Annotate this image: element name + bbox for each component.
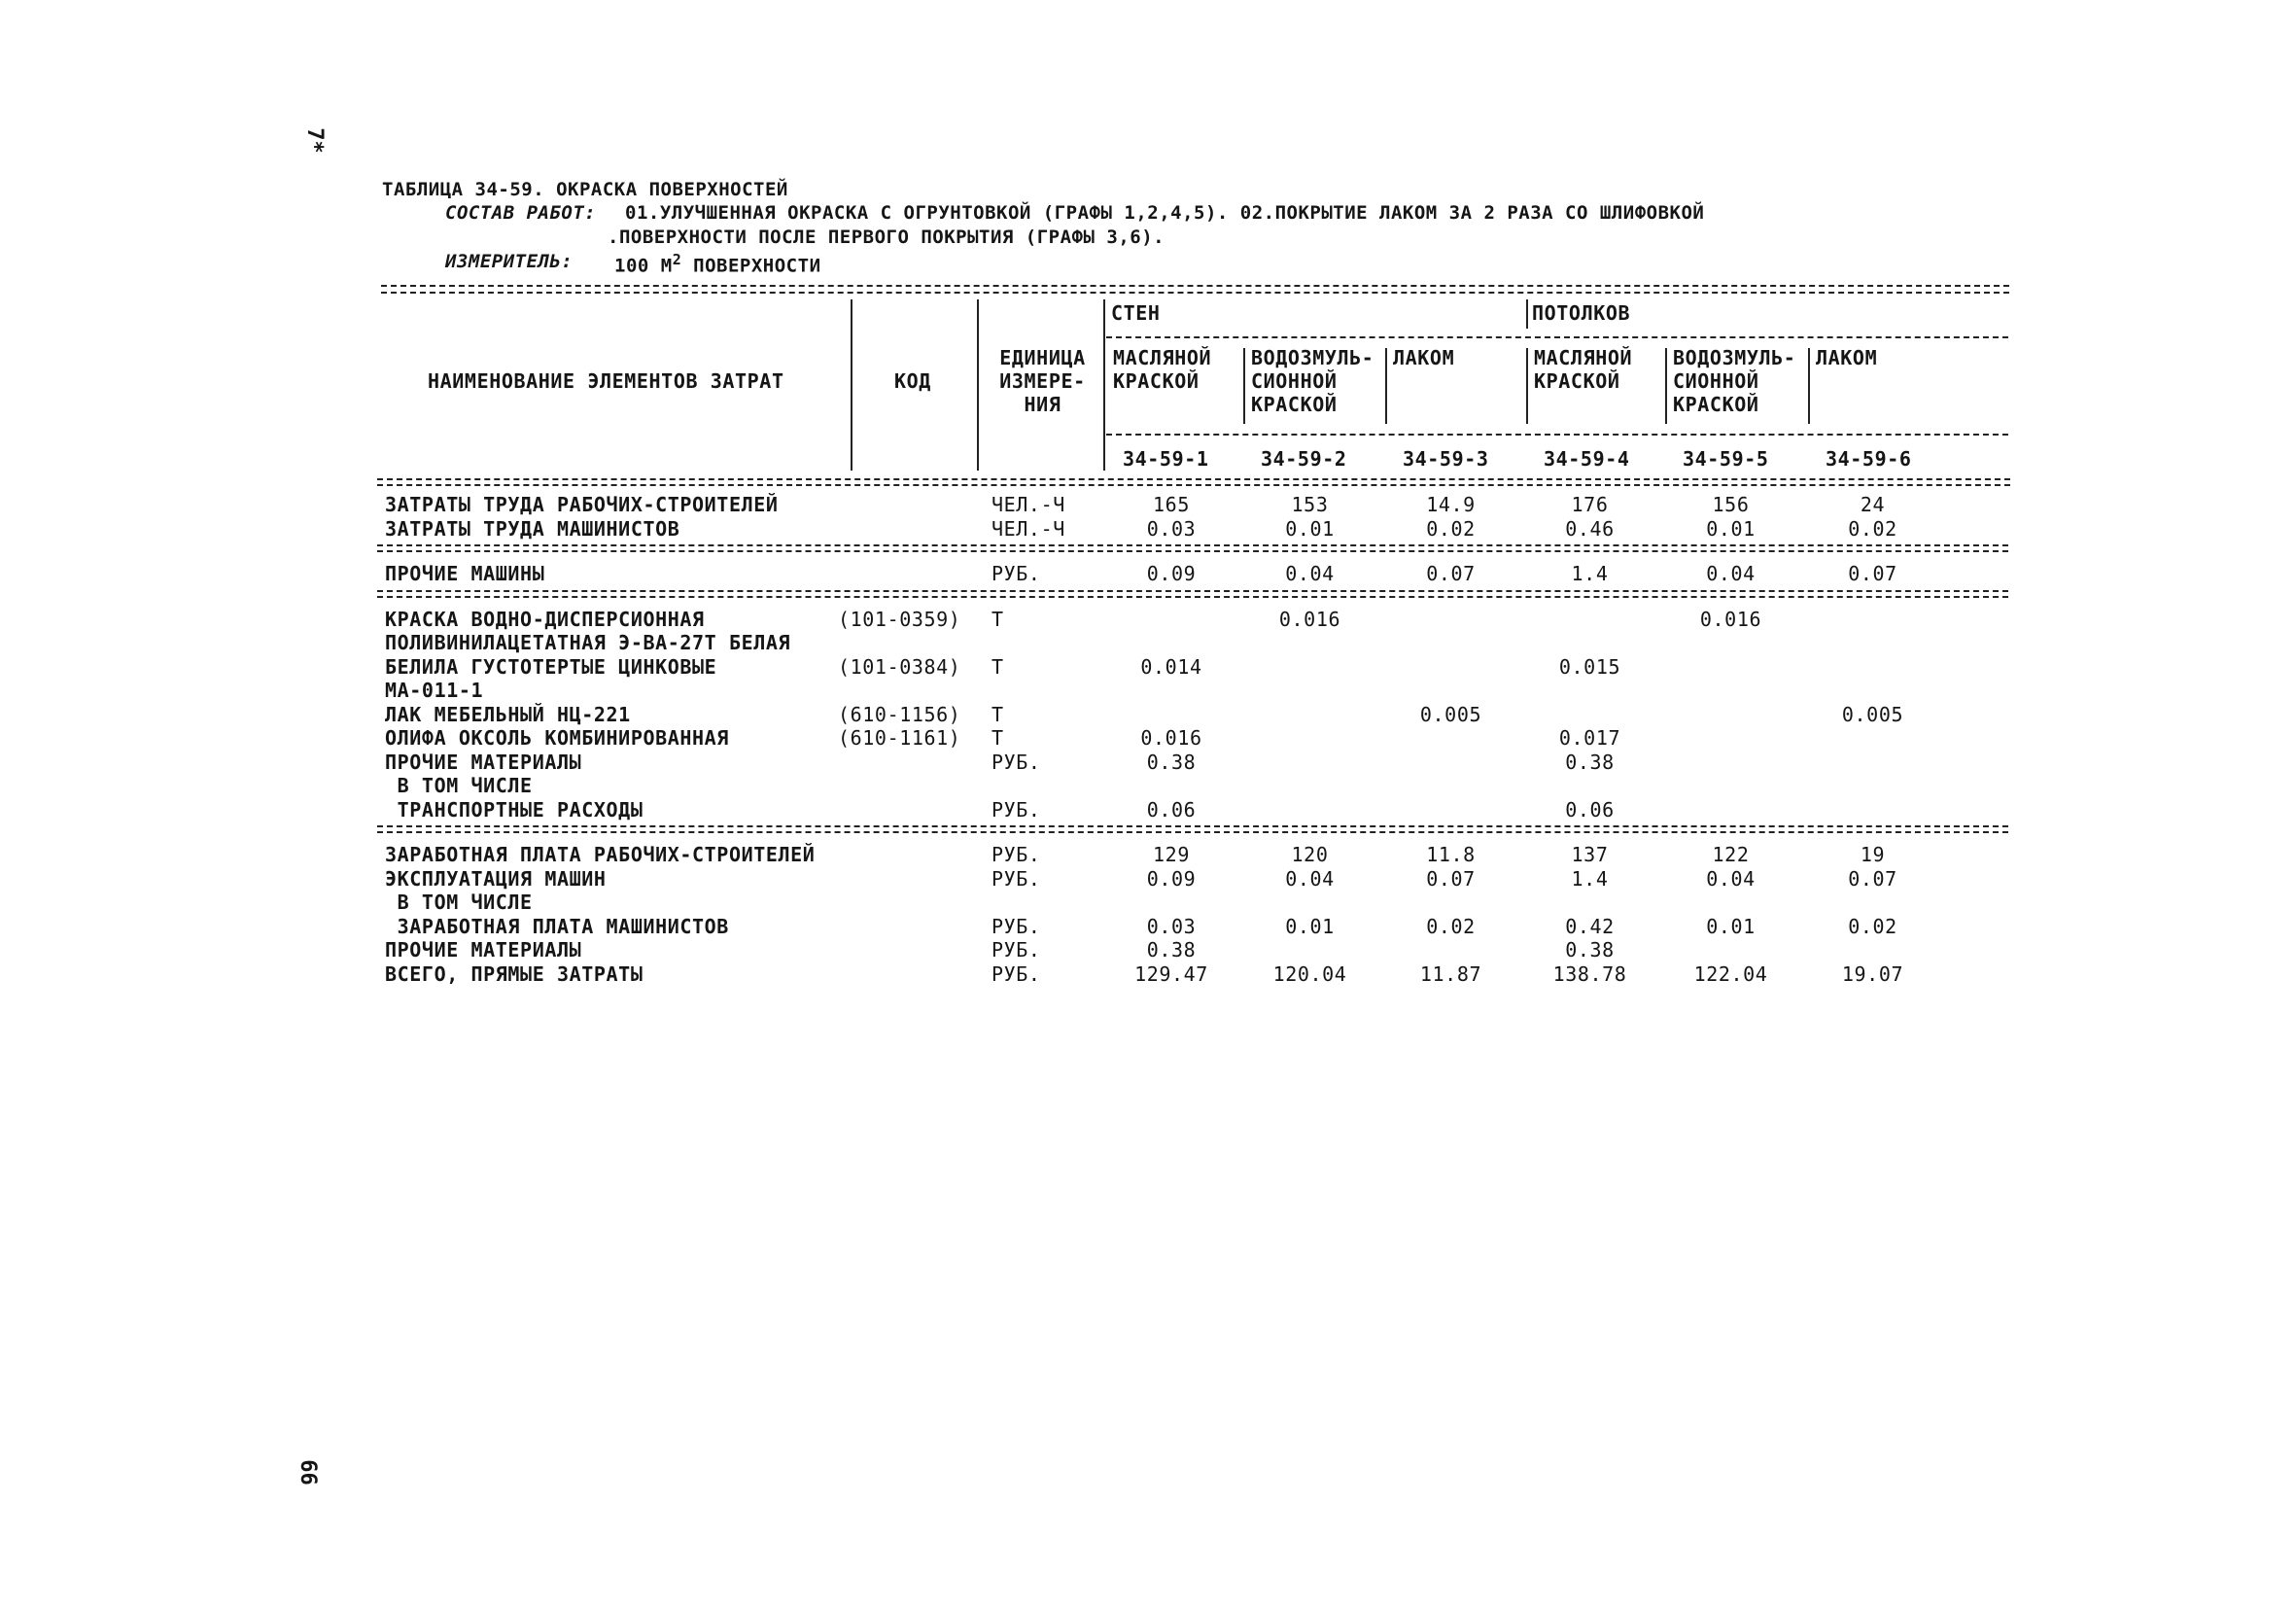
row-value: 0.02 bbox=[1426, 516, 1476, 541]
header-subcolumn bbox=[1534, 346, 1632, 393]
row-value: 11.8 bbox=[1426, 843, 1476, 866]
sep-code-unit bbox=[977, 299, 979, 471]
row-value: 165 bbox=[1153, 493, 1190, 516]
row-name: ЗАРАБОТНАЯ ПЛАТА МАШИНИСТОВ bbox=[385, 914, 729, 938]
row-value: 122.04 bbox=[1693, 961, 1768, 986]
row-value: 129 bbox=[1153, 843, 1190, 866]
header-subcolumn-line: МАСЛЯНОЙ bbox=[1534, 346, 1633, 369]
row-value: 0.01 bbox=[1706, 914, 1756, 938]
row-name: ВСЕГО, ПРЯМЫЕ ЗАТРАТЫ bbox=[385, 961, 644, 986]
header-subcolumn-line: КРАСКОЙ bbox=[1113, 369, 1200, 393]
row-value: 0.015 bbox=[1558, 654, 1621, 679]
row-unit: РУБ. bbox=[991, 750, 1041, 774]
row-value: 122 bbox=[1712, 843, 1750, 866]
table-title: ТАБЛИЦА 34-59. ОКРАСКА ПОВЕРХНОСТЕЙ bbox=[382, 179, 788, 200]
sep-unit-values bbox=[1103, 299, 1105, 471]
meter-label: ИЗМЕРИТЕЛЬ: bbox=[445, 251, 574, 272]
row-name: КРАСКА ВОДНО-ДИСПЕРСИОННАЯ bbox=[385, 607, 705, 631]
row-name: ПРОЧИЕ МАТЕРИАЛЫ bbox=[385, 938, 582, 961]
row-value: 0.38 bbox=[1565, 750, 1615, 774]
page-mark-top: 7* bbox=[301, 127, 327, 154]
head-top-rule bbox=[381, 285, 2009, 287]
row-code: (101-0384) bbox=[838, 654, 961, 679]
row-name: ОЛИФА ОКСОЛЬ КОМБИНИРОВАННАЯ bbox=[385, 726, 729, 750]
row-name: ЭКСПЛУАТАЦИЯ МАШИН bbox=[385, 866, 607, 891]
header-subcolumn bbox=[1251, 346, 1374, 416]
row-value: 0.04 bbox=[1285, 562, 1335, 585]
sep-col-4-5 bbox=[1665, 348, 1667, 424]
row-value: 120 bbox=[1291, 843, 1329, 866]
row-unit: РУБ. bbox=[991, 843, 1041, 866]
sep-col-3-4 bbox=[1526, 348, 1528, 424]
row-value: 0.04 bbox=[1285, 866, 1335, 891]
row-value: 0.09 bbox=[1146, 866, 1197, 891]
header-unit-line: ЕДИНИЦА bbox=[999, 346, 1086, 369]
row-unit: ЧЕЛ.-Ч bbox=[991, 516, 1065, 541]
header-unit-line: НИЯ bbox=[1024, 393, 1061, 416]
row-name: В ТОМ ЧИСЛЕ bbox=[385, 774, 533, 797]
row-value: 0.016 bbox=[1140, 726, 1202, 750]
meter-exponent: 2 bbox=[672, 251, 682, 268]
row-value: 0.38 bbox=[1146, 938, 1197, 961]
row-value: 0.04 bbox=[1706, 562, 1756, 585]
row-value: 0.02 bbox=[1426, 914, 1476, 938]
row-unit: Т bbox=[991, 654, 1004, 679]
row-value: 1.4 bbox=[1571, 866, 1609, 891]
row-value: 14.9 bbox=[1426, 493, 1476, 516]
row-code: (101-0359) bbox=[838, 607, 961, 631]
row-value: 19.07 bbox=[1841, 961, 1904, 986]
row-value: 24 bbox=[1860, 493, 1886, 516]
section-rule bbox=[377, 590, 2008, 592]
row-value: 0.46 bbox=[1565, 516, 1615, 541]
row-value: 0.02 bbox=[1848, 516, 1897, 541]
row-value: 0.06 bbox=[1565, 797, 1615, 821]
row-value: 0.04 bbox=[1706, 866, 1756, 891]
header-subcolumn-line: СИОННОЙ bbox=[1251, 369, 1338, 393]
header-unit bbox=[982, 346, 1103, 416]
header-subcolumn-line: МАСЛЯНОЙ bbox=[1113, 346, 1212, 369]
row-value: 176 bbox=[1571, 493, 1609, 516]
row-value: 0.01 bbox=[1285, 516, 1335, 541]
header-group-ceilings: ПОТОЛКОВ bbox=[1532, 301, 1631, 325]
sep-name-code bbox=[851, 299, 852, 471]
header-column-code: 34-59-3 bbox=[1403, 447, 1489, 471]
section-rule bbox=[377, 825, 2008, 827]
meter-tail: ПОВЕРХНОСТИ bbox=[681, 255, 821, 277]
section-rule bbox=[377, 544, 2008, 546]
section-rule bbox=[377, 550, 2008, 552]
row-value: 0.38 bbox=[1565, 938, 1615, 961]
header-subcolumn-line: КРАСКОЙ bbox=[1673, 393, 1759, 416]
row-unit: РУБ. bbox=[991, 961, 1041, 986]
row-value: 129.47 bbox=[1134, 961, 1208, 986]
header-column-code: 34-59-1 bbox=[1123, 447, 1209, 471]
row-unit: Т bbox=[991, 702, 1004, 726]
row-value: 0.016 bbox=[1278, 607, 1341, 631]
sep-walls-ceilings bbox=[1526, 299, 1528, 329]
work-line-2: .ПОВЕРХНОСТИ ПОСЛЕ ПЕРВОГО ПОКРЫТИЯ (ГРАФЫ 3,6). bbox=[608, 227, 1165, 248]
row-value: 0.017 bbox=[1558, 726, 1621, 750]
row-value: 0.03 bbox=[1146, 914, 1197, 938]
row-value: 0.07 bbox=[1848, 562, 1897, 585]
row-value: 0.01 bbox=[1285, 914, 1335, 938]
row-name: ЛАК МЕБЕЛЬНЫЙ НЦ-221 bbox=[385, 702, 631, 726]
meter-number: 100 М bbox=[614, 255, 673, 277]
group-rule bbox=[1106, 336, 2008, 338]
section-rule bbox=[377, 596, 2008, 598]
header-column-code: 34-59-5 bbox=[1683, 447, 1769, 471]
sep-col-1-2 bbox=[1243, 348, 1245, 424]
row-value: 0.014 bbox=[1140, 654, 1202, 679]
row-unit: РУБ. bbox=[991, 562, 1041, 585]
row-value: 0.005 bbox=[1841, 702, 1904, 726]
row-name: ТРАНСПОРТНЫЕ РАСХОДЫ bbox=[385, 797, 644, 821]
row-value: 120.04 bbox=[1272, 961, 1347, 986]
row-value: 19 bbox=[1860, 843, 1886, 866]
row-unit: РУБ. bbox=[991, 797, 1041, 821]
section-rule bbox=[377, 831, 2008, 833]
row-name: БЕЛИЛА ГУСТОТЕРТЫЕ ЦИНКОВЫЕ bbox=[385, 654, 717, 679]
row-value: 0.38 bbox=[1146, 750, 1197, 774]
row-name: ПРОЧИЕ МАШИНЫ bbox=[385, 562, 545, 585]
header-column-code: 34-59-2 bbox=[1261, 447, 1347, 471]
header-group-walls: СТЕН bbox=[1111, 301, 1161, 325]
header-column-code: 34-59-6 bbox=[1826, 447, 1912, 471]
row-value: 0.07 bbox=[1426, 562, 1476, 585]
row-value: 138.78 bbox=[1552, 961, 1627, 986]
row-value: 0.016 bbox=[1699, 607, 1762, 631]
row-value: 11.87 bbox=[1419, 961, 1482, 986]
header-name: НАИМЕНОВАНИЕ ЭЛЕМЕНТОВ ЗАТРАТ bbox=[428, 369, 784, 393]
row-value: 153 bbox=[1291, 493, 1329, 516]
header-subcolumn-line: КРАСКОЙ bbox=[1534, 369, 1620, 393]
row-value: 0.09 bbox=[1146, 562, 1197, 585]
header-subcolumn bbox=[1113, 346, 1211, 393]
header-subcolumn bbox=[1673, 346, 1795, 416]
row-value: 0.07 bbox=[1426, 866, 1476, 891]
row-name: МА-011-1 bbox=[385, 679, 484, 702]
row-name: ПОЛИВИНИЛАЦЕТАТНАЯ Э-ВА-27Т БЕЛАЯ bbox=[385, 631, 791, 654]
row-value: 0.01 bbox=[1706, 516, 1756, 541]
row-value: 0.03 bbox=[1146, 516, 1197, 541]
row-name: ЗАТРАТЫ ТРУДА МАШИНИСТОВ bbox=[385, 516, 680, 541]
row-unit: РУБ. bbox=[991, 938, 1041, 961]
row-code: (610-1156) bbox=[838, 702, 961, 726]
head-bottom-rule bbox=[377, 478, 2010, 480]
row-code: (610-1161) bbox=[838, 726, 961, 750]
row-value: 156 bbox=[1712, 493, 1750, 516]
header-code: КОД bbox=[894, 369, 931, 393]
header-unit-line: ИЗМЕРЕ- bbox=[999, 369, 1086, 393]
head-top-rule-2 bbox=[381, 292, 2009, 294]
row-value: 137 bbox=[1571, 843, 1609, 866]
header-subcolumn-line: ЛАКОМ bbox=[1393, 346, 1455, 369]
row-unit: РУБ. bbox=[991, 914, 1041, 938]
row-value: 0.07 bbox=[1848, 866, 1897, 891]
meter-value bbox=[614, 251, 821, 276]
sep-col-5-6 bbox=[1808, 348, 1810, 424]
header-subcolumn bbox=[1816, 346, 1877, 369]
row-unit: Т bbox=[991, 726, 1004, 750]
head-bottom-rule-2 bbox=[377, 484, 2010, 486]
row-unit: Т bbox=[991, 607, 1004, 631]
work-label: СОСТАВ РАБОТ: bbox=[445, 202, 597, 224]
row-name: ЗАТРАТЫ ТРУДА РАБОЧИХ-СТРОИТЕЛЕЙ bbox=[385, 493, 779, 516]
page-number: 66 bbox=[295, 1459, 320, 1486]
row-value: 0.005 bbox=[1419, 702, 1482, 726]
row-name: ПРОЧИЕ МАТЕРИАЛЫ bbox=[385, 750, 582, 774]
row-unit: РУБ. bbox=[991, 866, 1041, 891]
row-value: 0.06 bbox=[1146, 797, 1197, 821]
code-rule bbox=[1106, 434, 2008, 436]
row-value: 1.4 bbox=[1571, 562, 1609, 585]
header-subcolumn-line: СИОННОЙ bbox=[1673, 369, 1759, 393]
header-subcolumn-line: КРАСКОЙ bbox=[1251, 393, 1338, 416]
header-subcolumn-line: ВОДОЗМУЛЬ- bbox=[1673, 346, 1796, 369]
row-unit: ЧЕЛ.-Ч bbox=[991, 493, 1065, 516]
row-name: В ТОМ ЧИСЛЕ bbox=[385, 891, 533, 914]
header-subcolumn-line: ВОДОЗМУЛЬ- bbox=[1251, 346, 1374, 369]
row-name: ЗАРАБОТНАЯ ПЛАТА РАБОЧИХ-СТРОИТЕЛЕЙ bbox=[385, 843, 816, 866]
work-line-1: 01.УЛУЧШЕННАЯ ОКРАСКА С ОГРУНТОВКОЙ (ГРАФЫ 1,2,4,5). 02.ПОКРЫТИЕ ЛАКОМ ЗА 2 РАЗА СО ШЛИФОВКОЙ bbox=[625, 202, 1705, 224]
header-column-code: 34-59-4 bbox=[1544, 447, 1630, 471]
header-subcolumn-line: ЛАКОМ bbox=[1816, 346, 1878, 369]
row-value: 0.42 bbox=[1565, 914, 1615, 938]
sep-col-2-3 bbox=[1385, 348, 1387, 424]
header-subcolumn bbox=[1393, 346, 1454, 369]
row-value: 0.02 bbox=[1848, 914, 1897, 938]
